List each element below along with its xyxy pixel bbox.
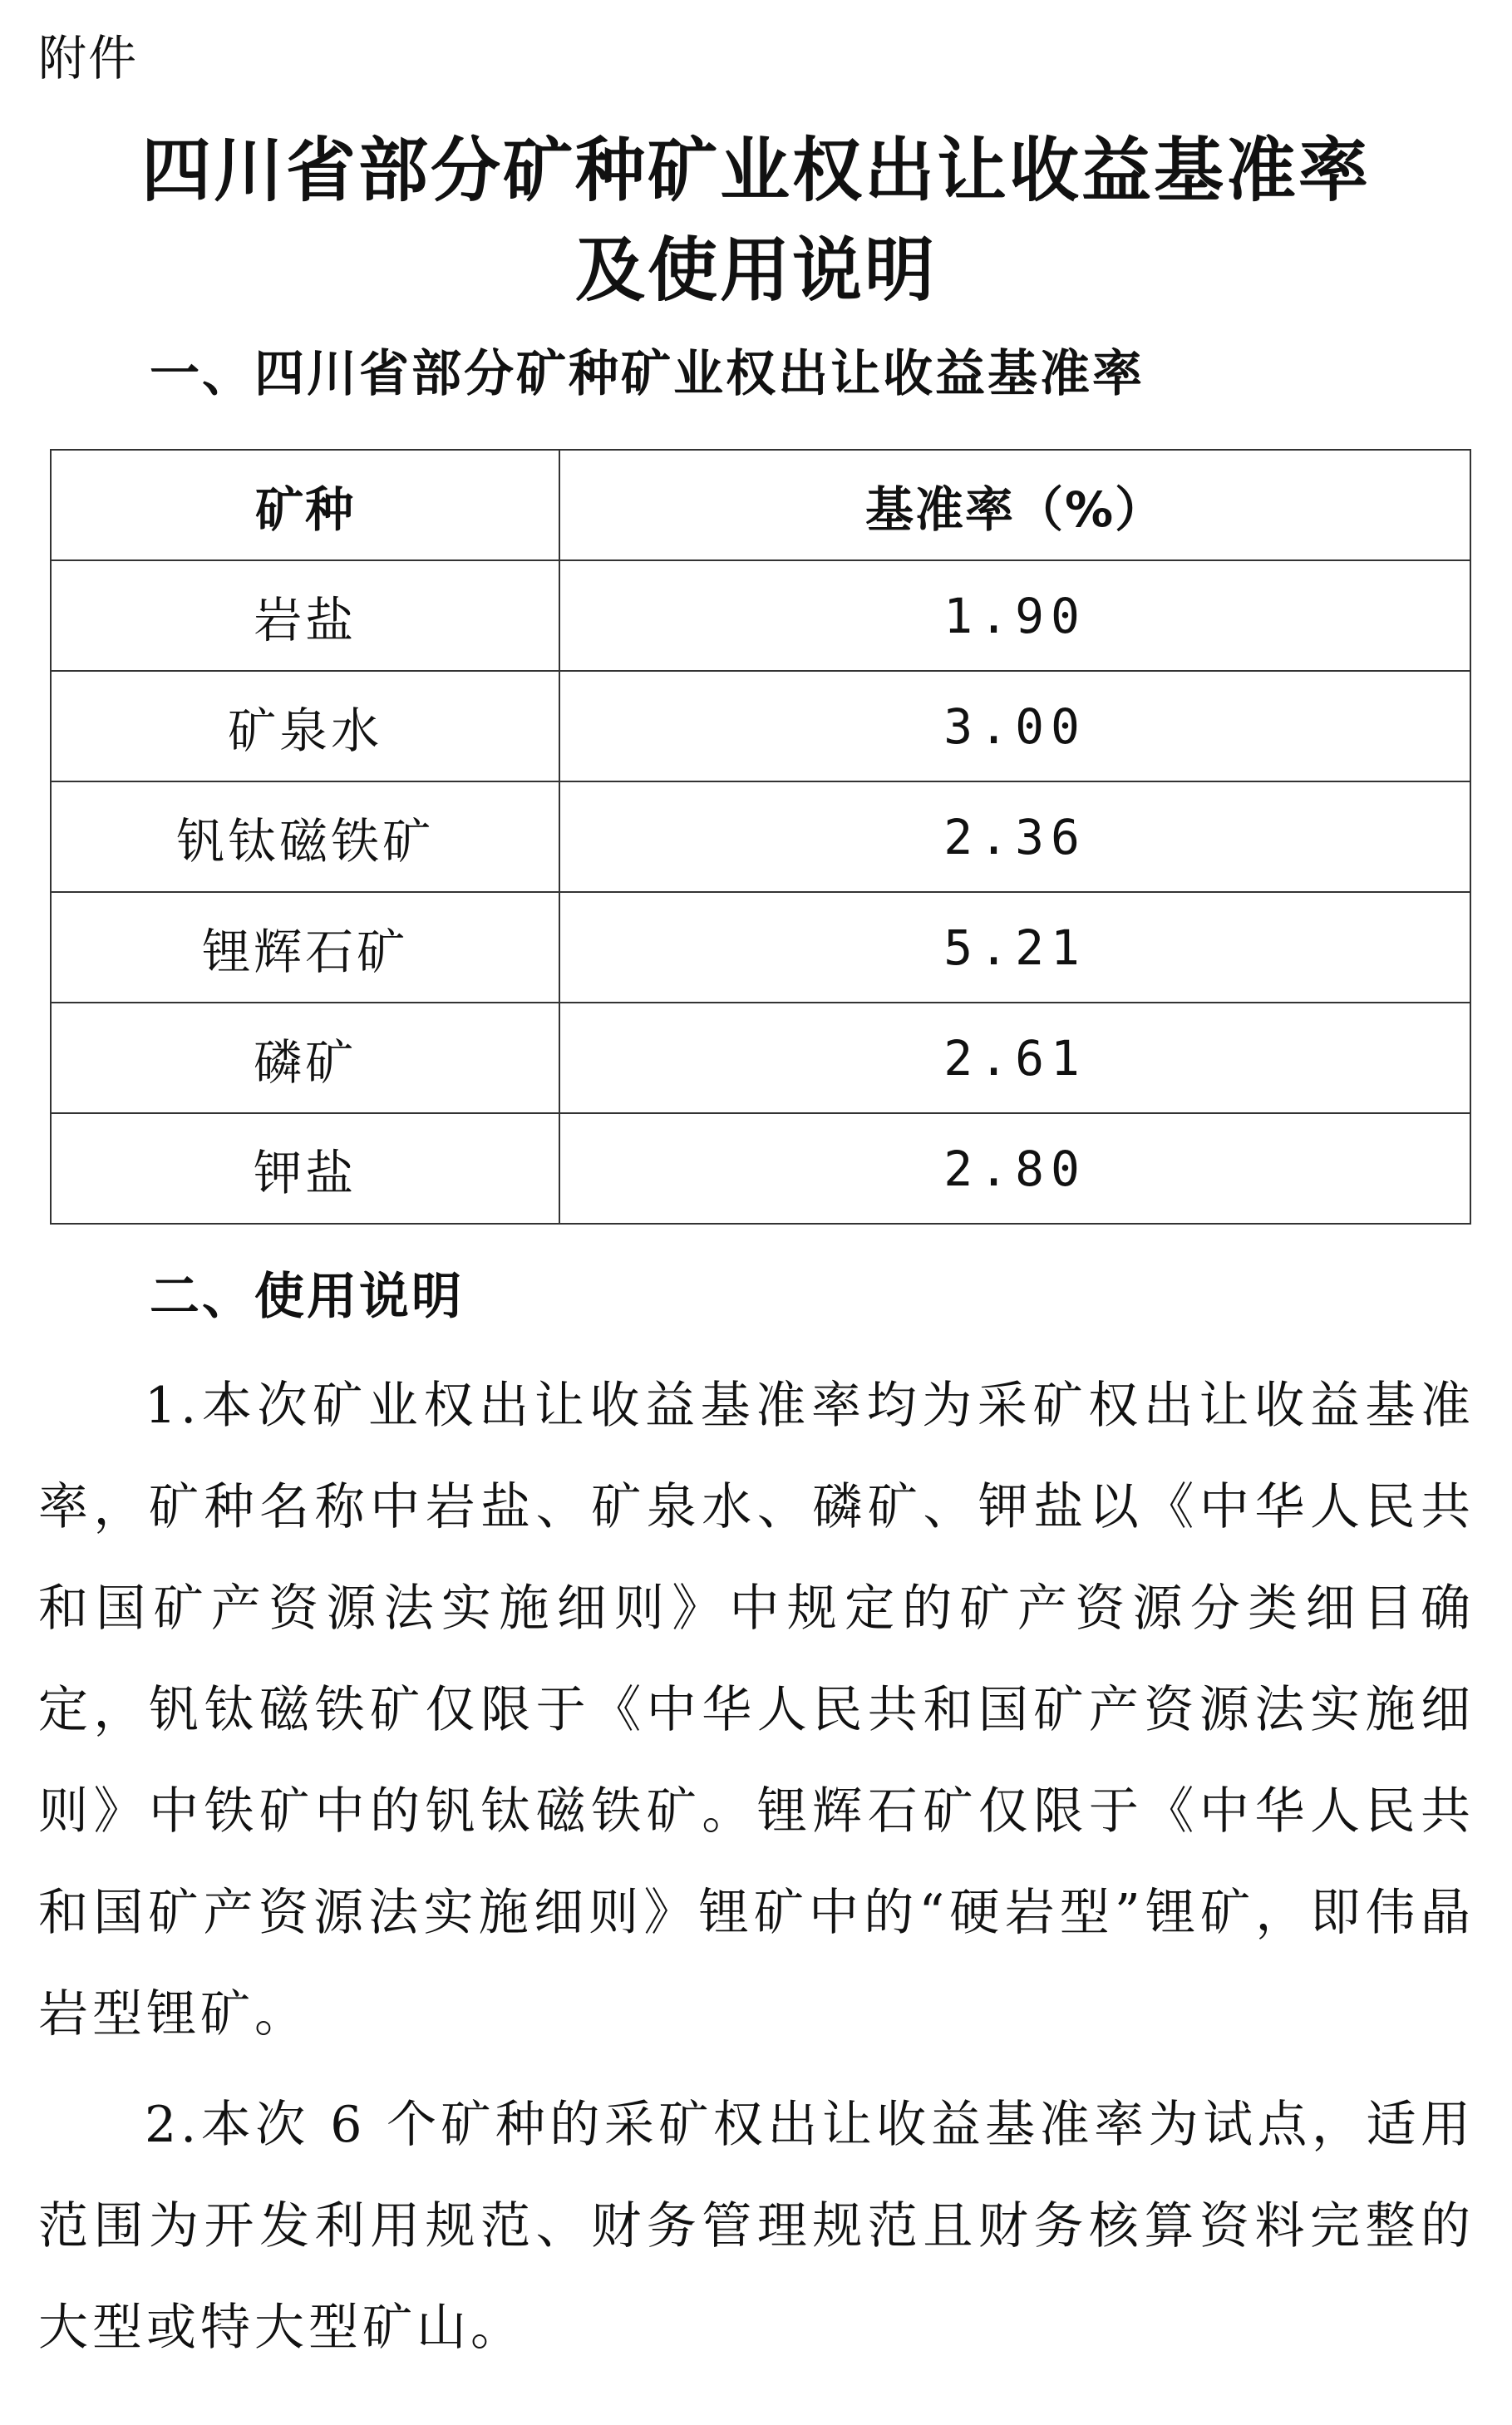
section-heading-rates: 一、四川省部分矿种矿业权出让收益基准率 — [150, 345, 1145, 403]
column-header-mineral: 矿种 — [51, 450, 559, 560]
mineral-cell: 矿泉水 — [51, 671, 559, 781]
rate-cell: 3.00 — [559, 671, 1470, 781]
table-row — [51, 1113, 1470, 1224]
table-row — [51, 560, 1470, 671]
table-header-row — [51, 450, 1470, 560]
table-row — [51, 1003, 1470, 1113]
mineral-cell: 岩盐 — [51, 560, 559, 671]
rate-cell: 1.90 — [559, 560, 1470, 671]
table-row — [51, 781, 1470, 892]
rate-cell: 2.61 — [559, 1003, 1470, 1113]
mineral-cell: 钾盐 — [51, 1113, 559, 1224]
attachment-label: 附件 — [38, 30, 139, 86]
section-heading-usage: 二、使用说明 — [150, 1268, 464, 1326]
rate-cell: 5.21 — [559, 892, 1470, 1003]
mineral-cell: 钒钛磁铁矿 — [51, 781, 559, 892]
document-title-line-2: 及使用说明 — [574, 229, 937, 311]
document-title-line-1: 四川省部分矿种矿业权出让收益基准率 — [140, 130, 1371, 211]
table-row — [51, 892, 1470, 1003]
mineral-cell: 磷矿 — [51, 1003, 559, 1113]
rate-cell: 2.80 — [559, 1113, 1470, 1224]
usage-paragraph-2: 2.本次 6 个矿种的采矿权出让收益基准率为试点，适用范围为开发利用规范、财务管理规范且财务核算资料完整的大型或特大型矿山。 — [38, 2096, 1475, 2357]
table-row — [51, 671, 1470, 781]
mineral-cell: 锂辉石矿 — [51, 892, 559, 1003]
benchmark-rate-table — [50, 449, 1471, 1225]
column-header-rate: 基准率（%） — [559, 450, 1470, 560]
usage-paragraph-1: 1.本次矿业权出让收益基准率均为采矿权出让收益基准率，矿种名称中岩盐、矿泉水、磷矿、钾盐以《中华人民共和国矿产资源法实施细则》中规定的矿产资源分类细目确定，钒钛磁铁矿仅限于《中华人民共和国矿产资源法实施细则》中铁矿中的钒钛磁铁矿。锂辉石矿仅限于《中华人民共和国矿产资源法实施细则》锂矿中的“硬岩型”锂矿，即伟晶岩型锂矿。 — [38, 1377, 1475, 2043]
rate-cell: 2.36 — [559, 781, 1470, 892]
